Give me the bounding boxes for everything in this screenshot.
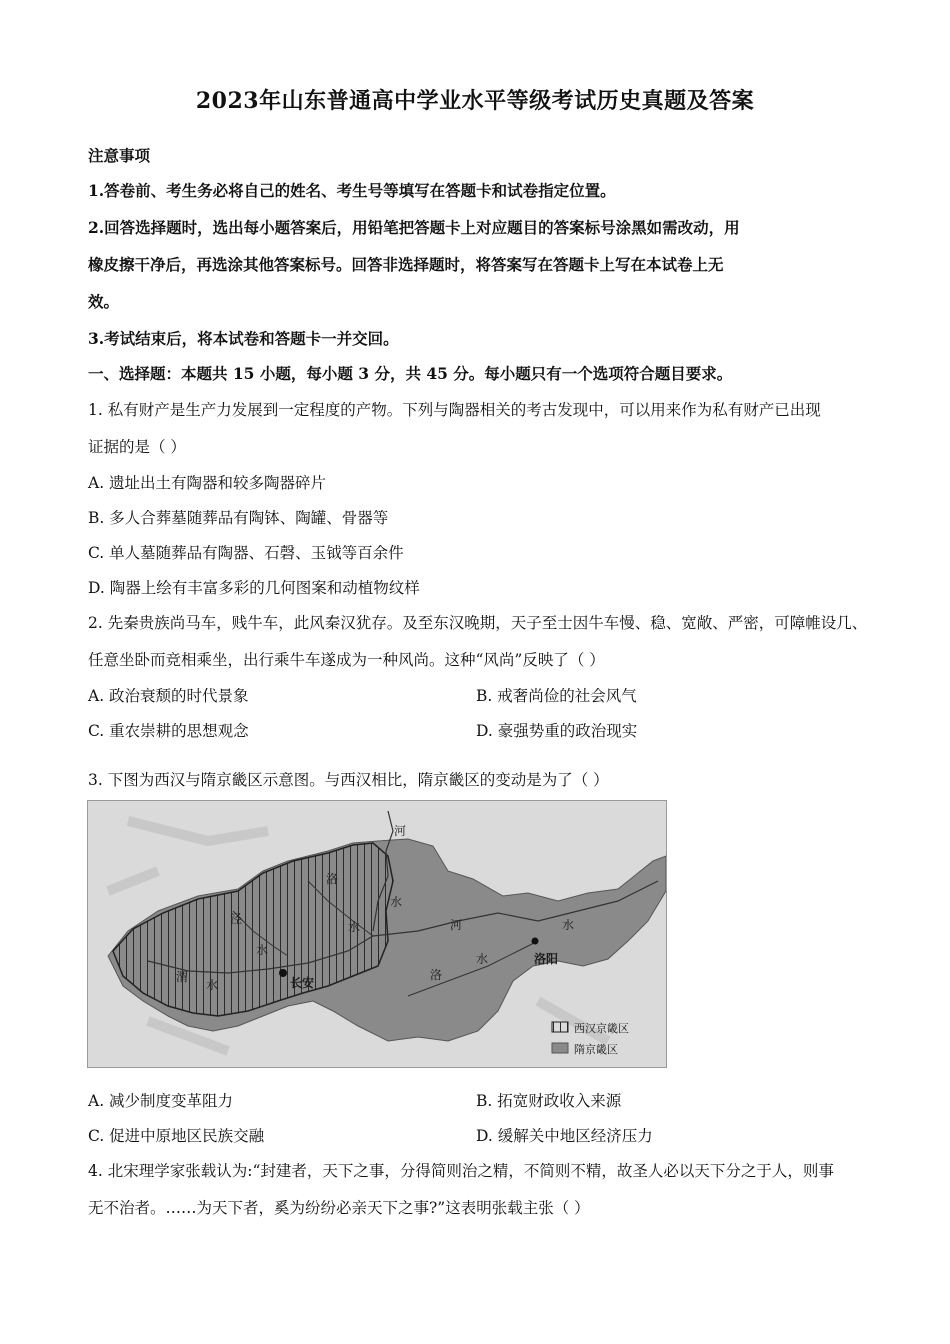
map-label-luo-lower-shui: 水: [476, 952, 489, 966]
q1-option-a: A. 遗址出土有陶器和较多陶器碎片: [88, 474, 327, 492]
map-label-changan: 长安: [290, 976, 315, 990]
changan-marker: [279, 969, 287, 977]
map-label-luo-lower: 洛: [430, 968, 443, 982]
notice-item-1: 1.答卷前、考生务必将自己的姓名、考生号等填写在答题卡和试卷指定位置。: [88, 181, 616, 200]
map-label-jing-shui: 水: [348, 920, 361, 934]
notice-item-2-end: 效。: [88, 292, 120, 311]
notice-item-2-cont: 橡皮擦干净后，再选涂其他答案标号。回答非选择题时，将答案写在答题卡上写在本试卷上无: [88, 255, 724, 274]
notice-heading: 注意事项: [88, 146, 151, 165]
q3-stem: 3. 下图为西汉与隋京畿区示意图。与西汉相比，隋京畿区的变动是为了（ ）: [88, 771, 609, 789]
q3-option-c: C. 促进中原地区民族交融: [88, 1127, 265, 1145]
q2-option-d: D. 豪强势重的政治现实: [476, 722, 638, 740]
map-label-luo-shui: 水: [390, 895, 403, 909]
q1-stem-line1: 1. 私有财产是生产力发展到一定程度的产物。下列与陶器相关的考古发现中，可以用来作为私有财产已出现: [88, 401, 821, 419]
q3-option-b: B. 拓宽财政收入来源: [476, 1092, 622, 1110]
legend-sui-swatch: [552, 1043, 568, 1053]
notice-item-3: 3.考试结束后，将本试卷和答题卡一并交回。: [88, 329, 399, 348]
legend-han-swatch: [552, 1022, 568, 1032]
q2-option-a: A. 政治衰颓的时代景象: [88, 687, 249, 705]
legend-sui-label: 隋京畿区: [574, 1043, 618, 1056]
q3-option-d: D. 缓解关中地区经济压力: [476, 1127, 653, 1145]
map-label-he-shui: 水: [562, 918, 575, 932]
section-heading: 一、选择题：本题共 15 小题，每小题 3 分，共 45 分。每小题只有一个选项符合题目要求。: [88, 364, 733, 383]
q1-option-d: D. 陶器上绘有丰富多彩的几何图案和动植物纹样: [88, 579, 420, 597]
q2-option-c: C. 重农崇耕的思想观念: [88, 722, 249, 740]
map-label-luoyang: 洛阳: [534, 952, 559, 966]
legend-han-label: 西汉京畿区: [574, 1022, 629, 1035]
q4-stem-line2: 无不治者。……为天下者，奚为纷纷必亲天下之事?”这表明张载主张（ ）: [88, 1199, 590, 1217]
luoyang-marker: [532, 938, 539, 945]
q4-stem-line1: 4. 北宋理学家张载认为:“封建者，天下之事，分得简则治之精，不简则不精，故圣人必以天下分之于人，则事: [88, 1162, 834, 1180]
map-figure: [88, 801, 667, 1068]
notice-item-2: 2.回答选择题时，选出每小题答案后，用铅笔把答题卡上对应题目的答案标号涂黑如需改动，用: [88, 218, 740, 237]
map-label-he-top: 河: [394, 824, 407, 838]
q3-map: [87, 800, 667, 1068]
map-label-wei-shui: 水: [206, 978, 219, 992]
map-label-wei: 渭: [176, 970, 189, 984]
q2-option-b: B. 戒奢尚俭的社会风气: [476, 687, 637, 705]
q1-stem-line2: 证据的是（ ）: [88, 438, 186, 456]
q2-stem-line1: 2. 先秦贵族尚马车，贱牛车，此风秦汉犹存。及至东汉晚期，天子至士因牛车慢、稳、宽敞、严密，可障帷设几、: [88, 614, 868, 632]
q1-option-b: B. 多人合葬墓随葬品有陶钵、陶罐、骨器等: [88, 509, 389, 527]
map-label-shui-mid: 水: [256, 943, 269, 957]
page-title: 2023年山东普通高中学业水平等级考试历史真题及答案: [195, 88, 755, 114]
q3-option-a: A. 减少制度变革阻力: [88, 1092, 234, 1110]
q1-option-c: C. 单人墓随葬品有陶器、石磬、玉钺等百余件: [88, 544, 404, 562]
q2-stem-line2: 任意坐卧而竞相乘坐，出行乘牛车遂成为一种风尚。这种“风尚”反映了（ ）: [88, 651, 605, 669]
map-label-he-river: 河: [450, 918, 463, 932]
map-label-jing: 泾: [230, 912, 243, 926]
map-label-luo: 洛: [326, 872, 339, 886]
